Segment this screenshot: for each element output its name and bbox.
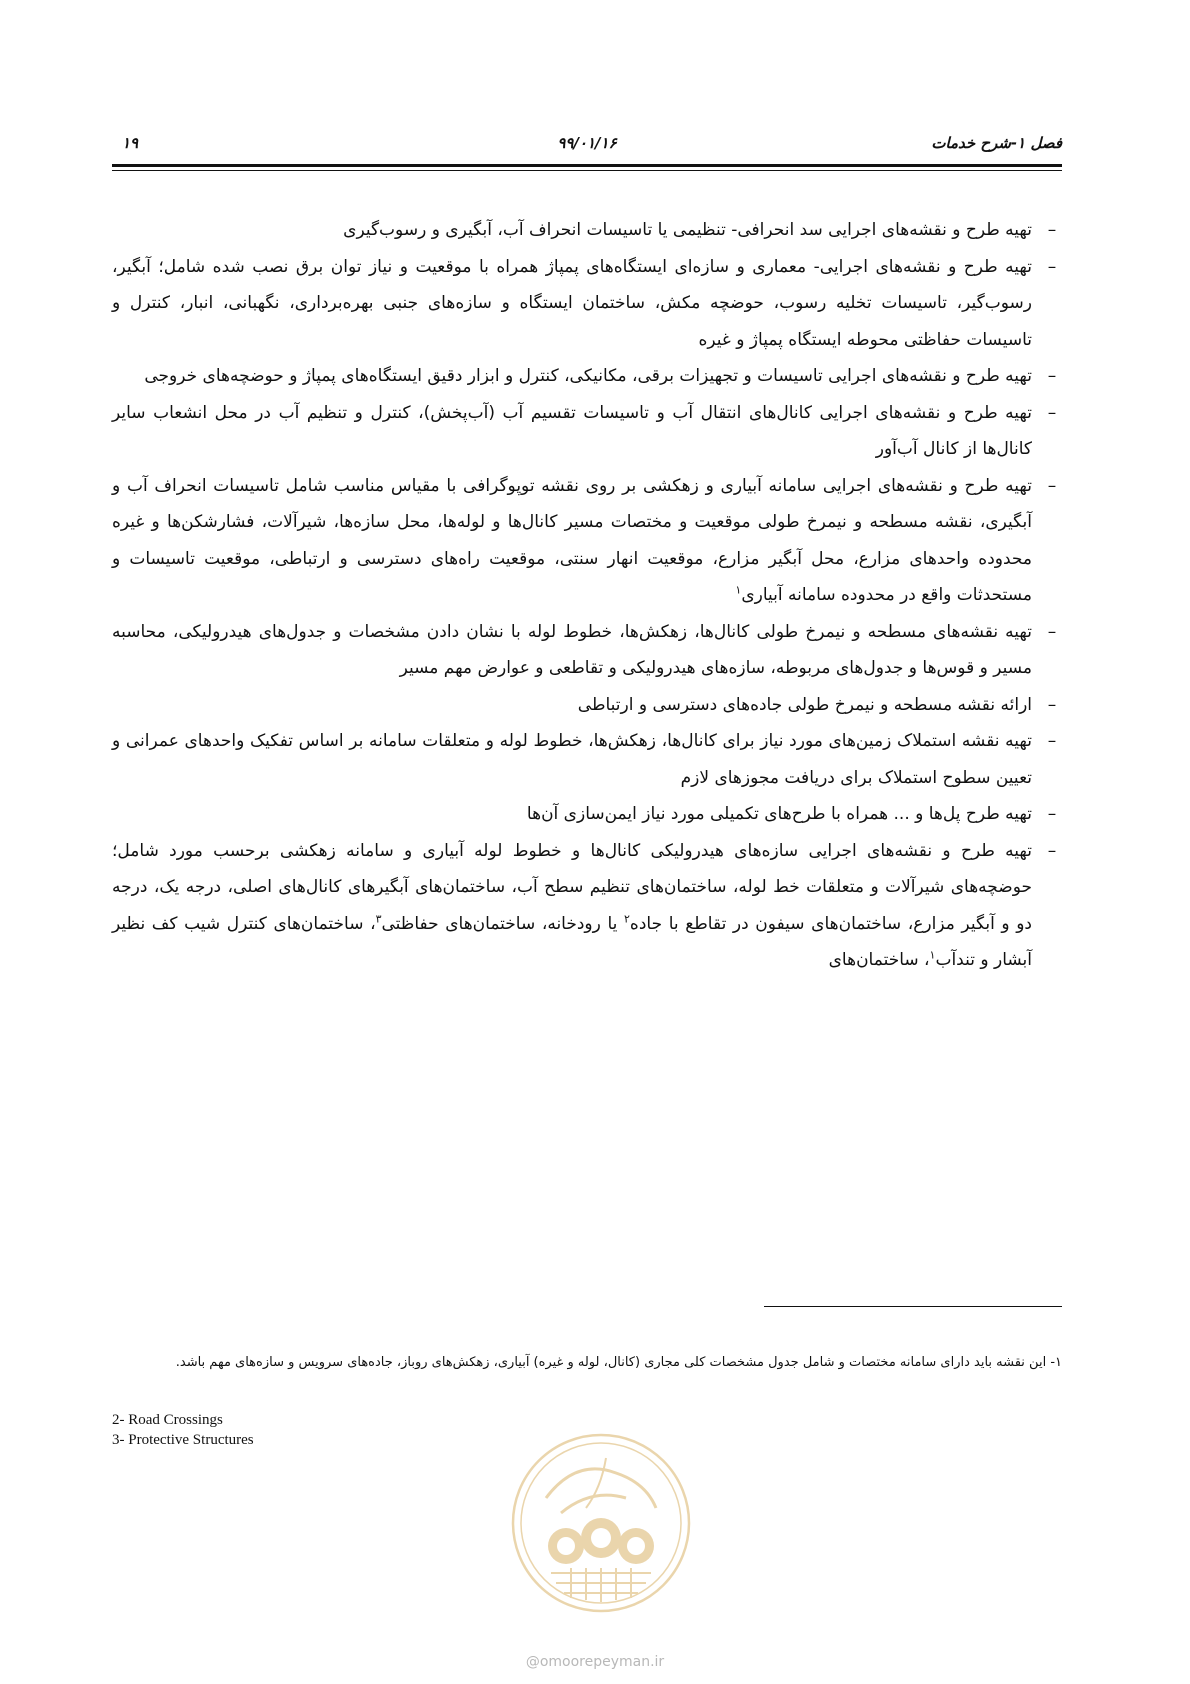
footnote-3: 3- Protective Structures [112, 1432, 254, 1448]
footnote-1: ۱- این نقشه باید دارای سامانه مختصات و شامل جدول مشخصات کلی مجاری (کانال، لوله و غیره) آبیاری، زهکش‌های روباز، جاده‌های سرویس و سازه‌های مهم باشد. [175, 1355, 1062, 1370]
list-item: – تهیه نقشه استملاک زمین‌های مورد نیاز برای کانال‌ها، زهکش‌ها، خطوط لوله و متعلقات سامانه بر اساس تفکیک واحدهای عمرانی و تعیین سطوح استملاک برای دریافت مجوزهای لازم [112, 723, 1062, 796]
dash-bullet: – [1047, 694, 1057, 715]
header-rule-thick [112, 164, 1062, 167]
list-item: – تهیه طرح و نقشه‌های اجرایی سد انحرافی- تنظیمی یا تاسیسات انحراف آب، آبگیری و رسوب‌گیری [112, 212, 1062, 249]
list-item: – تهیه نقشه‌های مسطحه و نیمرخ طولی کانال‌ها، زهکش‌ها، خطوط لوله با نشان دادن مشخصات و جدول‌های هیدرولیکی، محاسبه مسیر و قوس‌ها و جدول‌های مربوطه، سازه‌های هیدرولیکی و تقاطعی و عوارض مهم مسیر [112, 614, 1062, 687]
dash-bullet: – [1047, 402, 1057, 423]
footnotes-english [112, 1410, 254, 1450]
dash-bullet: – [1047, 840, 1057, 861]
list-item: – تهیه طرح و نقشه‌های اجرایی تاسیسات و تجهیزات برقی، مکانیکی، کنترل و ابزار دقیق ایستگاه‌های پمپاژ و حوضچه‌های خروجی [112, 358, 1062, 395]
list-item: – ارائه نقشه مسطحه و نیمرخ طولی جاده‌های دسترسی و ارتباطی [112, 687, 1062, 724]
footnote-2: 2- Road Crossings [112, 1412, 223, 1428]
chapter-title: فصل ۱-شرح خدمات [931, 134, 1062, 152]
list-item: – تهیه طرح و نقشه‌های اجرایی- معماری و سازه‌ای ایستگاه‌های پمپاژ همراه با موقعیت و نیاز توان برق نصب شده شامل؛ آبگیر، رسوب‌گیر، تاسیسات تخلیه رسوب، حوضچه مکش، ساختمان ایستگاه و سازه‌های جنبی بهره‌برداری، نگهبانی، انبار، کنترل و تاسیسات حفاظتی محوطه ایستگاه پمپاژ و غیره [112, 249, 1062, 359]
dash-bullet: – [1047, 804, 1057, 824]
header-date: ۹۹/۰۱/۱۶ [557, 134, 617, 152]
watermark-url: @omoorepeyman.ir [525, 1654, 665, 1670]
list-item: – تهیه طرح و نقشه‌های اجرایی سامانه آبیاری و زهکشی بر روی نقشه توپوگرافی با مقیاس مناسب شامل تاسیسات انحراف آب و آبگیری، نقشه مسطحه و نیمرخ طولی موقعیت و مختصات مسیر کانال‌ها و لوله‌ها، محل سازه‌ها، شیرآلات، فشارشکن‌ها و غیره محدوده واحدهای مزارع، محل آبگیر مزارع، موقعیت انهار سنتی، موقعیت راه‌های دسترسی و ارتباطی، موقعیت تاسیسات و مستحدثات واقع در محدوده سامانه آبیاری$^۱$ [112, 468, 1062, 614]
footnote-ref: ۱ [735, 583, 742, 597]
header-rule-thin [112, 170, 1062, 171]
dash-bullet: – [1047, 256, 1057, 277]
dash-bullet: – [1047, 731, 1057, 751]
footnote-ref: ۲ [624, 911, 630, 925]
dash-bullet: – [1047, 220, 1057, 240]
footnote-ref: ۳ [375, 911, 382, 925]
footnote-ref: ۱ [929, 948, 936, 962]
body-text [112, 212, 1062, 979]
dash-bullet: – [1047, 366, 1057, 386]
list-item: – تهیه طرح پل‌ها و ... همراه با طرح‌های تکمیلی مورد نیاز ایمن‌سازی آن‌ها [112, 796, 1062, 833]
company-seal-logo [506, 1428, 696, 1618]
list-item: – تهیه طرح و نقشه‌های اجرایی کانال‌های انتقال آب و تاسیسات تقسیم آب (آب‌پخش)، کنترل و تنظیم آب در محل انشعاب سایر کانال‌ها از کانال آب‌آور [112, 395, 1062, 468]
footnote-rule [764, 1306, 1062, 1307]
page-number: ۱۹ [122, 134, 139, 152]
list-item: – تهیه طرح و نقشه‌های اجرایی سازه‌های هیدرولیکی کانال‌ها و خطوط لوله آبیاری و سامانه زهکشی برحسب مورد شامل؛ حوضچه‌های شیرآلات و متعلقات خط لوله، ساختمان‌های تنظیم سطح آب، ساختمان‌های آبگیرهای کانال‌های اصلی، درجه یک، درجه دو و آبگیر مزارع، ساختمان‌های سیفون در تقاطع با جاده$^۲$ یا رودخانه، ساختمان‌های حفاظتی$^۳$، ساختمان‌های کنترل شیب کف نظیر آبشار و تندآب$^۱$، ساختمان‌های [112, 833, 1062, 979]
dash-bullet: – [1047, 621, 1057, 642]
dash-bullet: – [1047, 475, 1057, 496]
page-header [112, 128, 1062, 158]
